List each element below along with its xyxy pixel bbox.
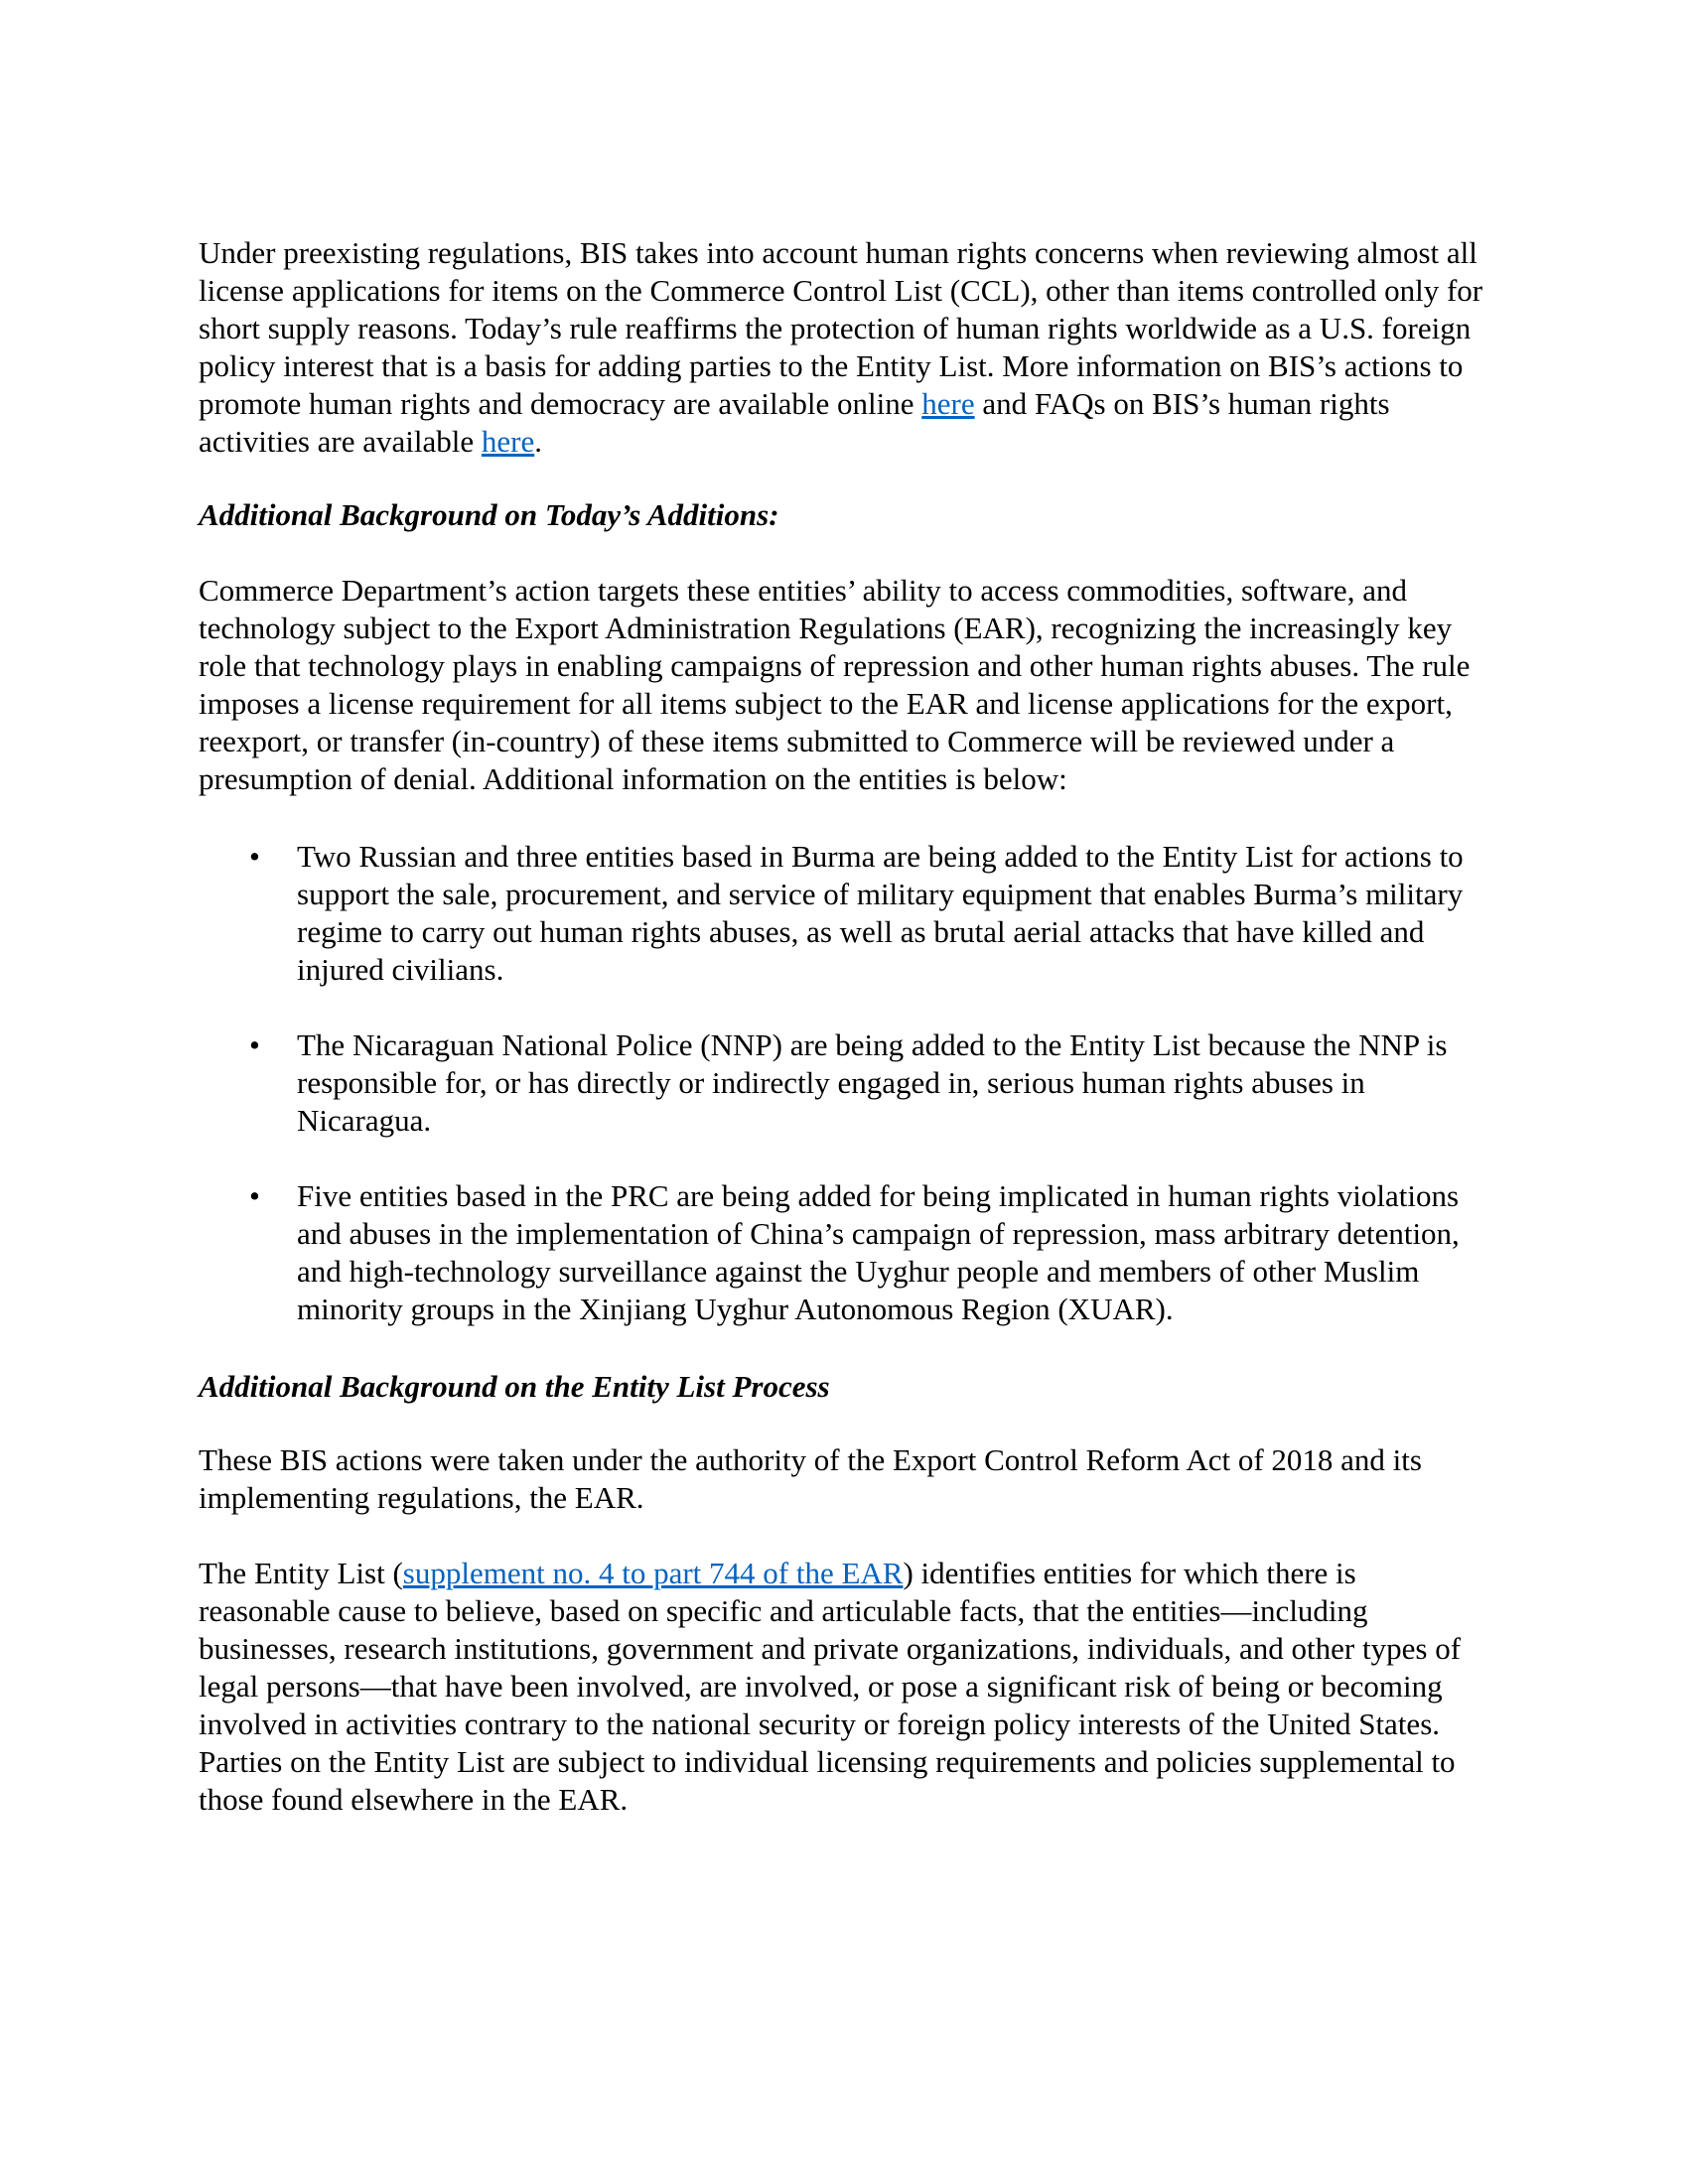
heading-todays-additions: Additional Background on Today’s Additions: xyxy=(199,497,779,532)
entity-bullet-list xyxy=(199,838,1489,1328)
paragraph-commerce-action: Commerce Department’s action targets these entities’ ability to access commodities, software, and technology subject to the Export Administration Regulations (EAR), recognizing the increasingly key role that technology plays in enabling campaigns of repression and other human rights abuses. The rule imposes a license requirement for all items subject to the EAR and license applications for the export, reexport, or transfer (in-country) of these items submitted to Commerce will be reviewed under a presumption of denial. Additional information on the entities is below: xyxy=(199,573,1471,796)
paragraph-text: The Entity List ( xyxy=(199,1556,403,1590)
paragraph-text: Under preexisting regulations, BIS takes into account human rights concerns when reviewing almost all license applications for items on the Commerce Control List (CCL), other than items controlled only for short supply reasons. Today’s rule reaffirms the protection of human rights worldwide as a U.S. foreign policy interest that is a basis for adding parties to the Entity List. More information on BIS’s actions to promote human rights and democracy are available online xyxy=(199,235,1483,421)
human-rights-faq-link[interactable]: here xyxy=(481,424,535,459)
human-rights-info-link[interactable]: here xyxy=(921,386,975,421)
supplement-no-4-link[interactable]: supplement no. 4 to part 744 of the EAR xyxy=(402,1556,904,1590)
bullet-marker: • xyxy=(249,1027,260,1062)
list-item xyxy=(199,838,1489,989)
list-item-text: The Nicaraguan National Police (NNP) are being added to the Entity List because the NNP is responsible for, or has directly or indirectly engaged in, serious human rights abuses in Nicaragua. xyxy=(297,1027,1448,1138)
list-item xyxy=(199,1177,1489,1328)
paragraph-text: ) identifies entities for which there is reasonable cause to believe, based on specific and articulable facts, that the entities—including businesses, research institutions, government and private organizations, individuals, and other types of legal persons—that have been involved, are involved, or pose a significant risk of being or becoming involved in activities contrary to the national security or foreign policy interests of the United States. Parties on the Entity List are subject to individual licensing requirements and policies supplemental to those found elsewhere in the EAR. xyxy=(199,1556,1462,1817)
heading-entity-list-process: Additional Background on the Entity List Process xyxy=(199,1369,830,1404)
bullet-marker: • xyxy=(249,1178,260,1213)
paragraph-human-rights-regulations xyxy=(199,234,1489,461)
list-item xyxy=(199,1026,1489,1140)
paragraph-text: . xyxy=(534,424,542,459)
document-page xyxy=(199,234,1489,1819)
paragraph-text: and FAQs on BIS’s human rights activities are available xyxy=(199,386,1390,459)
paragraph-entity-list-definition xyxy=(199,1555,1489,1819)
list-item-text: Two Russian and three entities based in Burma are being added to the Entity List for actions to support the sale, procurement, and service of military equipment that enables Burma’s military regime to carry out human rights abuses, as well as brutal aerial attacks that have killed and injured civilians. xyxy=(297,839,1464,987)
list-item-text: Five entities based in the PRC are being added for being implicated in human rights violations and abuses in the implementation of China’s campaign of repression, mass arbitrary detention, and high-technology surveillance against the Uyghur people and members of other Muslim minority groups in the Xinjiang Uyghur Autonomous Region (XUAR). xyxy=(297,1178,1460,1326)
paragraph-bis-authority: These BIS actions were taken under the authority of the Export Control Reform Act of 2018 and its implementing regulations, the EAR. xyxy=(199,1442,1422,1515)
bullet-marker: • xyxy=(249,839,260,874)
